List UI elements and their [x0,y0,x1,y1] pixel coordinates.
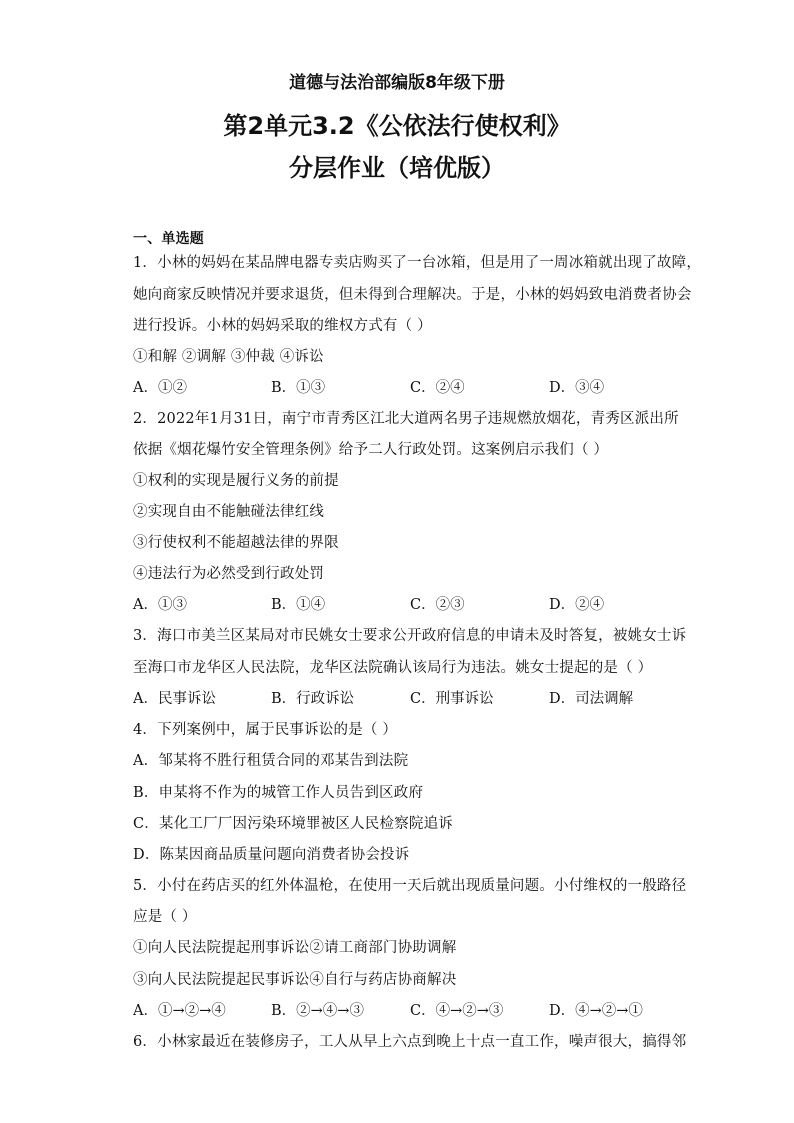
question-3-option-a: A．民事诉讼 [133,691,216,707]
question-4-option-d: D．陈某因商品质量问题向消费者协会投诉 [133,847,410,863]
question-1-line-3: 进行投诉。小林的妈妈采取的维权方式有（ ） [133,318,432,334]
question-5-option-c: C．④→②→③ [410,1003,504,1019]
question-3-line-2: 至海口市龙华区人民法院，龙华区法院确认该局行为违法。姚女士提起的是（ ） [133,660,653,676]
question-2-statement-2: ②实现自由不能触碰法律红线 [133,504,325,520]
question-2-statement-4: ④违法行为必然受到行政处罚 [133,566,325,582]
question-1-statements: ①和解 ②调解 ③仲裁 ④诉讼 [133,349,324,365]
question-2-option-a: A．①③ [133,597,187,613]
question-3-line-1: 3．海口市美兰区某局对市民姚女士要求公开政府信息的申请未及时答复，被姚女士诉 [133,628,687,644]
section-title: 一、单选题 [133,231,204,247]
worksheet-title: 分层作业（培优版） [289,154,505,182]
course-title: 道德与法治部编版8年级下册 [289,73,505,93]
question-3-option-b: B．行政诉讼 [271,691,355,707]
question-5-line-2: 应是（ ） [133,909,197,925]
question-6-line-1: 6．小林家最近在装修房子，工人从早上六点到晚上十点一直工作，噪声很大，搞得邻 [133,1034,687,1050]
question-4-line-1: 4．下列案例中，属于民事诉讼的是（ ） [133,722,398,738]
question-2-option-b: B．①④ [271,597,326,613]
question-5-line-1: 5．小付在药店买的红外体温枪，在使用一天后就出现质量问题。小付维权的一般路径 [133,878,687,894]
question-5-statement-1: ①向人民法院提起刑事诉讼②请工商部门协助调解 [133,940,457,956]
question-2-line-1: 2．2022年1月31日，南宁市青秀区江北大道两名男子违规燃放烟花，青秀区派出所 [133,411,679,427]
question-5-statement-2: ③向人民法院提起民事诉讼④自行与药店协商解决 [133,972,457,988]
question-3-option-c: C．刑事诉讼 [410,691,494,707]
question-4-option-b: B．申某将不作为的城管工作人员告到区政府 [133,785,424,801]
question-2-statement-3: ③行使权利不能超越法律的界限 [133,535,339,551]
question-2-option-c: C．②③ [410,597,465,613]
question-2-statement-1: ①权利的实现是履行义务的前提 [133,473,339,489]
question-2-line-2: 依据《烟花爆竹安全管理条例》给予二人行政处罚。这案例启示我们（ ） [133,442,609,458]
question-1-line-2: 她向商家反映情况并要求退货，但未得到合理解决。于是，小林的妈妈致电消费者协会 [133,287,692,303]
question-1-option-a: A．①② [133,380,187,396]
question-5-option-d: D．④→②→① [549,1003,643,1019]
question-4-option-c: C．某化工厂厂因污染环境罪被区人民检察院追诉 [133,816,453,832]
question-5-option-b: B．②→④→③ [271,1003,364,1019]
question-3-option-d: D．司法调解 [549,691,634,707]
question-5-option-a: A．①→②→④ [133,1003,226,1019]
unit-title: 第2单元3.2《公依法行使权利》 [223,112,571,140]
question-1-option-c: C．②④ [410,380,465,396]
question-1-option-d: D．③④ [549,380,605,396]
question-1-option-b: B．①③ [271,380,326,396]
question-2-option-d: D．②④ [549,597,605,613]
question-1-line-1: 1．小林的妈妈在某品牌电器专卖店购买了一台冰箱，但是用了一周冰箱就出现了故障， [133,255,702,271]
question-4-option-a: A．邹某将不胜行租赁合同的邓某告到法院 [133,753,409,769]
